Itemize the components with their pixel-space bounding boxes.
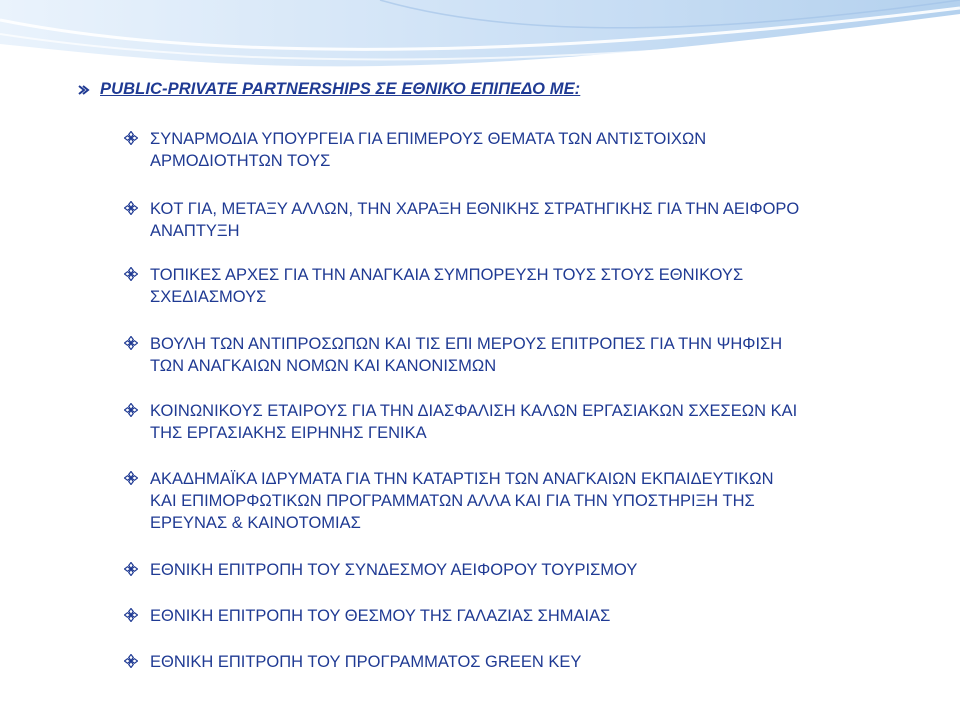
bullet-line: ΕΡΕΥΝΑΣ & ΚΑΙΝΟΤΟΜΙΑΣ: [150, 514, 361, 532]
bullet-item: [124, 605, 924, 627]
bullet-line: ΣΧΕΔΙΑΣΜΟΥΣ: [150, 288, 267, 306]
bullet-item: [124, 400, 924, 444]
bullet-item: [124, 559, 924, 581]
bullet-line: ΤΩΝ ΑΝΑΓΚΑΙΩΝ ΝΟΜΩΝ ΚΑΙ ΚΑΝΟΝΙΣΜΩΝ: [150, 357, 497, 375]
bullet-line: ΚΑΙ ΕΠΙΜΟΡΦΩΤΙΚΩΝ ΠΡΟΓΡΑΜΜΑΤΩΝ ΑΛΛΑ ΚΑΙ ΓΙΑ ΤΗΝ ΥΠΟΣΤΗΡΙΞΗ ΤΗΣ: [150, 492, 755, 510]
four-diamond-icon: [124, 336, 138, 350]
bullet-item: [124, 468, 924, 534]
bullet-item: [124, 264, 924, 308]
slide-title: [78, 80, 938, 99]
bullet-text: [150, 651, 581, 673]
bullet-line: ΚΟΙΝΩΝΙΚΟΥΣ ΕΤΑΙΡΟΥΣ ΓΙΑ ΤΗΝ ΔΙΑΣΦΑΛΙΣΗ ΚΑΛΩΝ ΕΡΓΑΣΙΑΚΩΝ ΣΧΕΣΕΩΝ ΚΑΙ: [150, 402, 798, 420]
bullet-line: ΚΟΤ ΓΙΑ, ΜΕΤΑΞΥ ΑΛΛΩΝ, ΤΗΝ ΧΑΡΑΞΗ ΕΘΝΙΚΗΣ ΣΤΡΑΤΗΓΙΚΗΣ ΓΙΑ ΤΗΝ ΑΕΙΦΟΡΟ: [150, 200, 800, 218]
bullet-text: [150, 400, 797, 444]
four-diamond-icon: [124, 608, 138, 622]
bullet-line: ΑΚΑΔΗΜΑΪΚΑ ΙΔΡΥΜΑΤΑ ΓΙΑ ΤΗΝ ΚΑΤΑΡΤΙΣΗ ΤΩΝ ΑΝΑΓΚΑΙΩΝ ΕΚΠΑΙΔΕΥΤΙΚΩΝ: [150, 470, 774, 488]
bullet-item: [124, 198, 924, 242]
bullet-item: [124, 651, 924, 673]
bullet-text: [150, 333, 782, 377]
slide-title-text: PUBLIC-PRIVATE PARTNERSHIPS ΣΕ ΕΘΝΙΚΟ ΕΠΙΠΕΔΟ ΜΕ:: [100, 80, 581, 98]
bullet-line: ΣΥΝΑΡΜΟΔΙΑ ΥΠΟΥΡΓΕΙΑ ΓΙΑ ΕΠΙΜΕΡΟΥΣ ΘΕΜΑΤΑ ΤΩΝ ΑΝΤΙΣΤΟΙΧΩΝ: [150, 130, 707, 148]
four-diamond-icon: [124, 562, 138, 576]
arrow-check-icon: [78, 83, 92, 97]
bullet-line: ΑΡΜΟΔΙΟΤΗΤΩΝ ΤΟΥΣ: [150, 152, 331, 170]
four-diamond-icon: [124, 267, 138, 281]
wave-decoration: [0, 0, 960, 80]
bullet-line: ΕΘΝΙΚΗ ΕΠΙΤΡΟΠΗ ΤΟΥ ΣΥΝΔΕΣΜΟΥ ΑΕΙΦΟΡΟΥ ΤΟΥΡΙΣΜΟΥ: [150, 561, 638, 579]
bullet-text: [150, 605, 610, 627]
bullet-line: ΤΟΠΙΚΕΣ ΑΡΧΕΣ ΓΙΑ ΤΗΝ ΑΝΑΓΚΑΙΑ ΣΥΜΠΟΡΕΥΣΗ ΤΟΥΣ ΣΤΟΥΣ ΕΘΝΙΚΟΥΣ: [150, 266, 744, 284]
bullet-line: ΑΝΑΠΤΥΞΗ: [150, 222, 240, 240]
bullet-line: ΒΟΥΛΗ ΤΩΝ ΑΝΤΙΠΡΟΣΩΠΩΝ ΚΑΙ ΤΙΣ ΕΠΙ ΜΕΡΟΥΣ ΕΠΙΤΡΟΠΕΣ ΓΙΑ ΤΗΝ ΨΗΦΙΣΗ: [150, 335, 783, 353]
bullet-text: [150, 198, 799, 242]
bullet-text: [150, 468, 774, 534]
bullet-item: [124, 333, 924, 377]
four-diamond-icon: [124, 403, 138, 417]
four-diamond-icon: [124, 201, 138, 215]
four-diamond-icon: [124, 654, 138, 668]
four-diamond-icon: [124, 471, 138, 485]
bullet-line: ΤΗΣ ΕΡΓΑΣΙΑΚΗΣ ΕΙΡΗΝΗΣ ΓΕΝΙΚΑ: [150, 424, 427, 442]
bullet-text: [150, 128, 706, 172]
bullet-line: ΕΘΝΙΚΗ ΕΠΙΤΡΟΠΗ ΤΟΥ ΠΡΟΓΡΑΜΜΑΤΟΣ GREEN KEY: [150, 653, 582, 671]
bullet-item: [124, 128, 924, 172]
four-diamond-icon: [124, 131, 138, 145]
bullet-line: ΕΘΝΙΚΗ ΕΠΙΤΡΟΠΗ ΤΟΥ ΘΕΣΜΟΥ ΤΗΣ ΓΑΛΑΖΙΑΣ ΣΗΜΑΙΑΣ: [150, 607, 611, 625]
bullet-text: [150, 264, 743, 308]
header-wave-band: [0, 0, 960, 80]
bullet-text: [150, 559, 637, 581]
